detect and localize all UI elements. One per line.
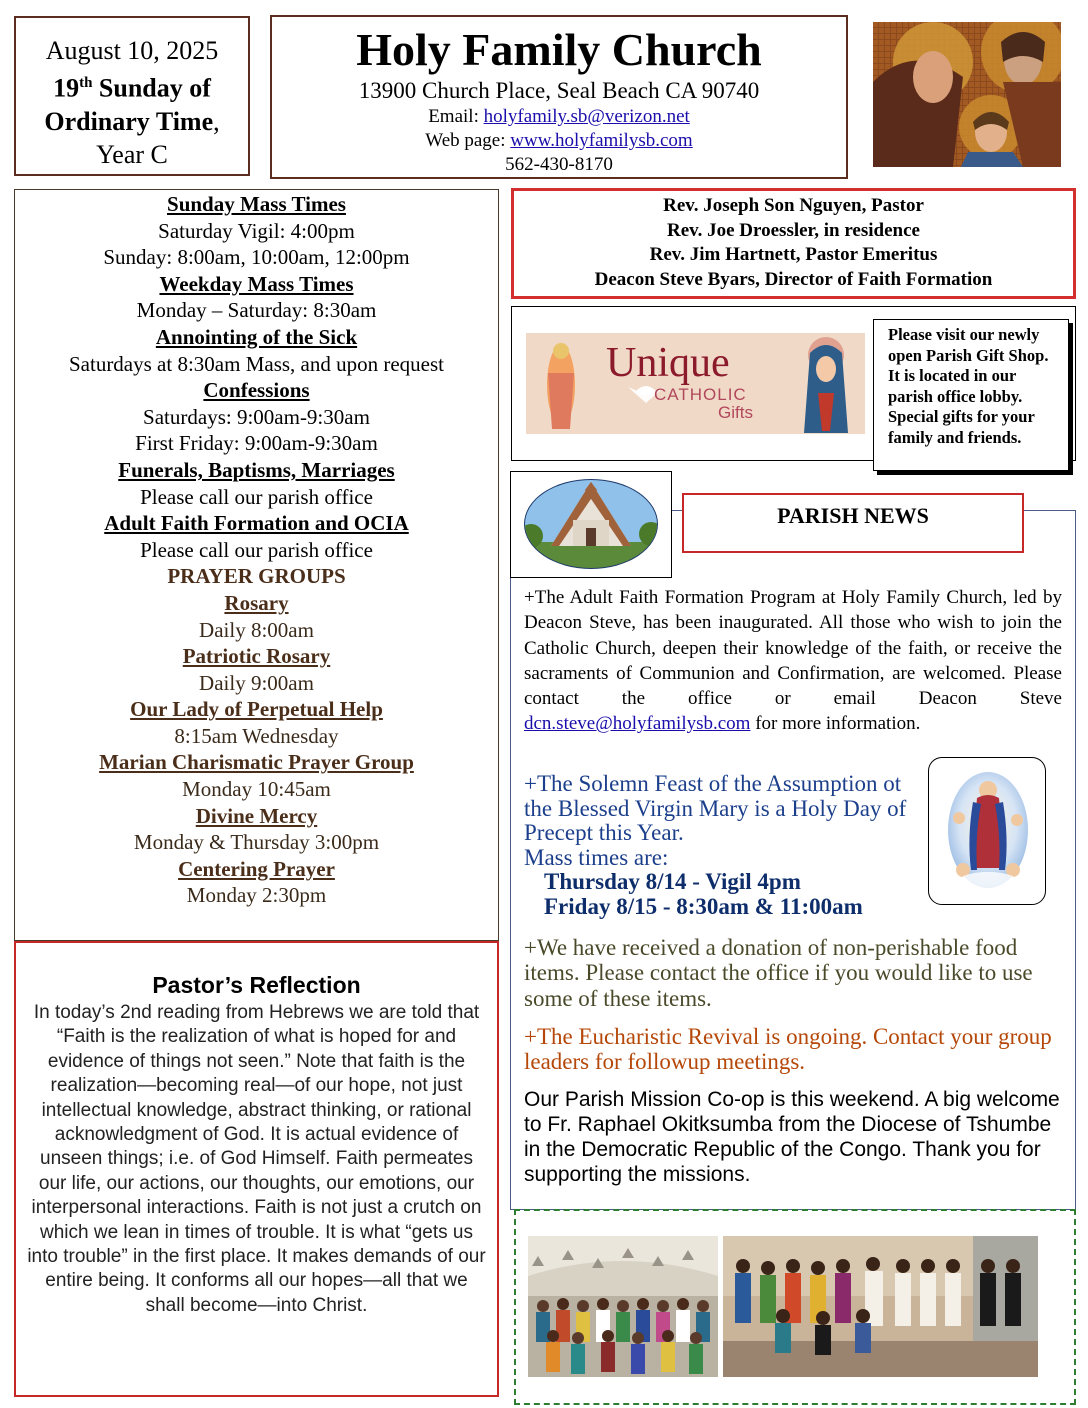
parish-news-title: PARISH NEWS [682,493,1024,553]
reflection-body: In today’s 2nd reading from Hebrews we are told that “Faith is the realization of what is hoped for and evidence of things not seen.” Note that faith is the realization—becoming real—of our hope, not just intellectual knowledge, abstract thinking, or rational acknowledgment of God. It is actual evidence of unseen things; i.e. of God Himself. Faith permeates our life, our actions, our thoughts, our emotions, our interpersonal interactions. Faith is not just a crutch on which we lean in times of trouble. It is what “gets us into trouble” in the first place. It makes demands of our entire being. It conforms all our hopes—all that we shall become—into Christ. [27,1002,486,1316]
schedule-line: Saturday Vigil: 4:00pm [158,218,355,243]
news-item-food-donation: +We have received a donation of non-perishable food items. Please contact the office if you would like to use some of these items. [524,935,1033,1011]
news-item-eucharistic-revival: +The Eucharistic Revival is ongoing. Contact your group leaders for followup meetings. [524,1024,1052,1075]
date-text: August 10, 2025 [45,36,219,65]
clergy-item: Rev. Jim Hartnett, Pastor Emeritus [649,244,938,265]
news-item-faith-formation: +The Adult Faith Formation Program at Holy Family Church, led by Deacon Steve, has been inaugurated. All those who wish to join the Catholic Church, deepen their knowledge of the faith, or receive the sacraments of Communion and Confirmation, are welcomed. Please contact the office or email Deacon Steve dcn.steve@holyfamilysb.com for more information. [524,587,1062,735]
prayer-group-name: Our Lady of Perpetual Help [130,697,383,722]
gift-shop-banner [526,333,865,434]
church-address: 13900 Church Place, Seal Beach CA 90740 [358,78,760,103]
prayer-group-name: Divine Mercy [195,803,318,828]
section-heading: Sunday Mass Times [167,192,346,216]
email-link[interactable]: holyfamily.sb@verizon.net [483,106,690,127]
clergy-list [511,188,1076,299]
holy-family-mosaic [873,22,1061,167]
date-box [14,16,250,176]
assumption-thursday-mass: Thursday 8/14 - Vigil 4pm [544,869,801,895]
mission-group-photo-1 [528,1236,718,1377]
web-line: Web page: www.holyfamilysb.com [425,130,693,151]
schedule-line: Please call our parish office [140,537,373,562]
prayer-group-time: Monday 2:30pm [186,883,327,908]
prayer-group-time: Monday & Thursday 3:00pm [133,830,380,855]
prayer-group-time: Daily 9:00am [199,670,314,695]
email-line: Email: holyfamily.sb@verizon.net [428,106,690,127]
sunday-title: 19th Sunday of [53,73,211,103]
gift-shop-text: Please visit our newly open Parish Gift Shop. It is located in our parish office lobby. Special gifts for your family and friends. [873,319,1069,471]
news-item-mission-coop: Our Parish Mission Co-op is this weekend. A big welcome to Fr. Raphael Okitksumba from the Diocese of Tshumbe in the Democratic Republic of the Congo. Thank you for supporting the missions. [524,1088,1060,1186]
gift-shop-box [511,306,1076,461]
pastors-reflection [14,941,499,1397]
section-heading: Adult Faith Formation and OCIA [104,511,409,536]
prayer-group-name: Centering Prayer [178,856,335,881]
schedule-line: First Friday: 9:00am-9:30am [135,431,378,456]
schedule-line: Saturdays: 9:00am-9:30am [143,404,370,429]
schedule-line: Saturdays at 8:30am Mass, and upon request [68,351,445,376]
website-link[interactable]: www.holyfamilysb.com [510,130,693,151]
section-heading: Confessions [203,378,310,403]
assumption-mass-label: Mass times are: [524,844,669,870]
clergy-item: Deacon Steve Byars, Director of Faith Formation [594,268,993,290]
church-name: Holy Family Church [356,24,762,75]
section-heading: Annointing of the Sick [155,324,358,349]
church-header [270,15,848,179]
ordinary-time: Ordinary Time, [44,106,220,136]
reflection-title: Pastor’s Reflection [152,972,361,998]
prayer-group-name: Rosary [224,590,289,615]
mass-times-box [14,189,499,941]
section-heading: Funerals, Baptisms, Marriages [118,457,395,482]
prayer-groups-title: PRAYER GROUPS [167,564,346,589]
clergy-item: Rev. Joseph Son Nguyen, Pastor [663,195,924,216]
assumption-friday-mass: Friday 8/15 - 8:30am & 11:00am [544,893,863,919]
gift-logo-word-gifts: Gifts [718,403,753,422]
prayer-group-time: Monday 10:45am [182,777,331,802]
assumption-image [928,757,1046,905]
news-item-assumption [524,772,924,920]
mission-group-photo-2 [723,1236,1038,1377]
section-heading: Weekday Mass Times [159,271,354,296]
schedule-line: Monday – Saturday: 8:30am [136,298,377,323]
prayer-group-name: Marian Charismatic Prayer Group [99,750,414,775]
schedule-line: Sunday: 8:00am, 10:00am, 12:00pm [103,245,410,270]
liturgical-year: Year C [96,139,168,169]
clergy-item: Rev. Joe Droessler, in residence [667,219,920,241]
assumption-text: +The Solemn Feast of the Assumption ot the Blessed Virgin Mary is a Holy Day of Precept this Year. [524,771,907,846]
gift-logo-word-catholic: CATHOLIC [654,385,747,404]
deacon-email-link[interactable]: dcn.steve@holyfamilysb.com [524,713,751,735]
prayer-group-time: 8:15am Wednesday [174,723,339,748]
prayer-group-time: Daily 8:00am [199,617,314,642]
schedule-line: Please call our parish office [140,484,373,509]
church-photo [510,471,672,578]
gift-logo-word-unique: Unique [606,340,730,386]
prayer-group-name: Patriotic Rosary [182,644,331,669]
phone-number: 562-430-8170 [505,154,613,175]
